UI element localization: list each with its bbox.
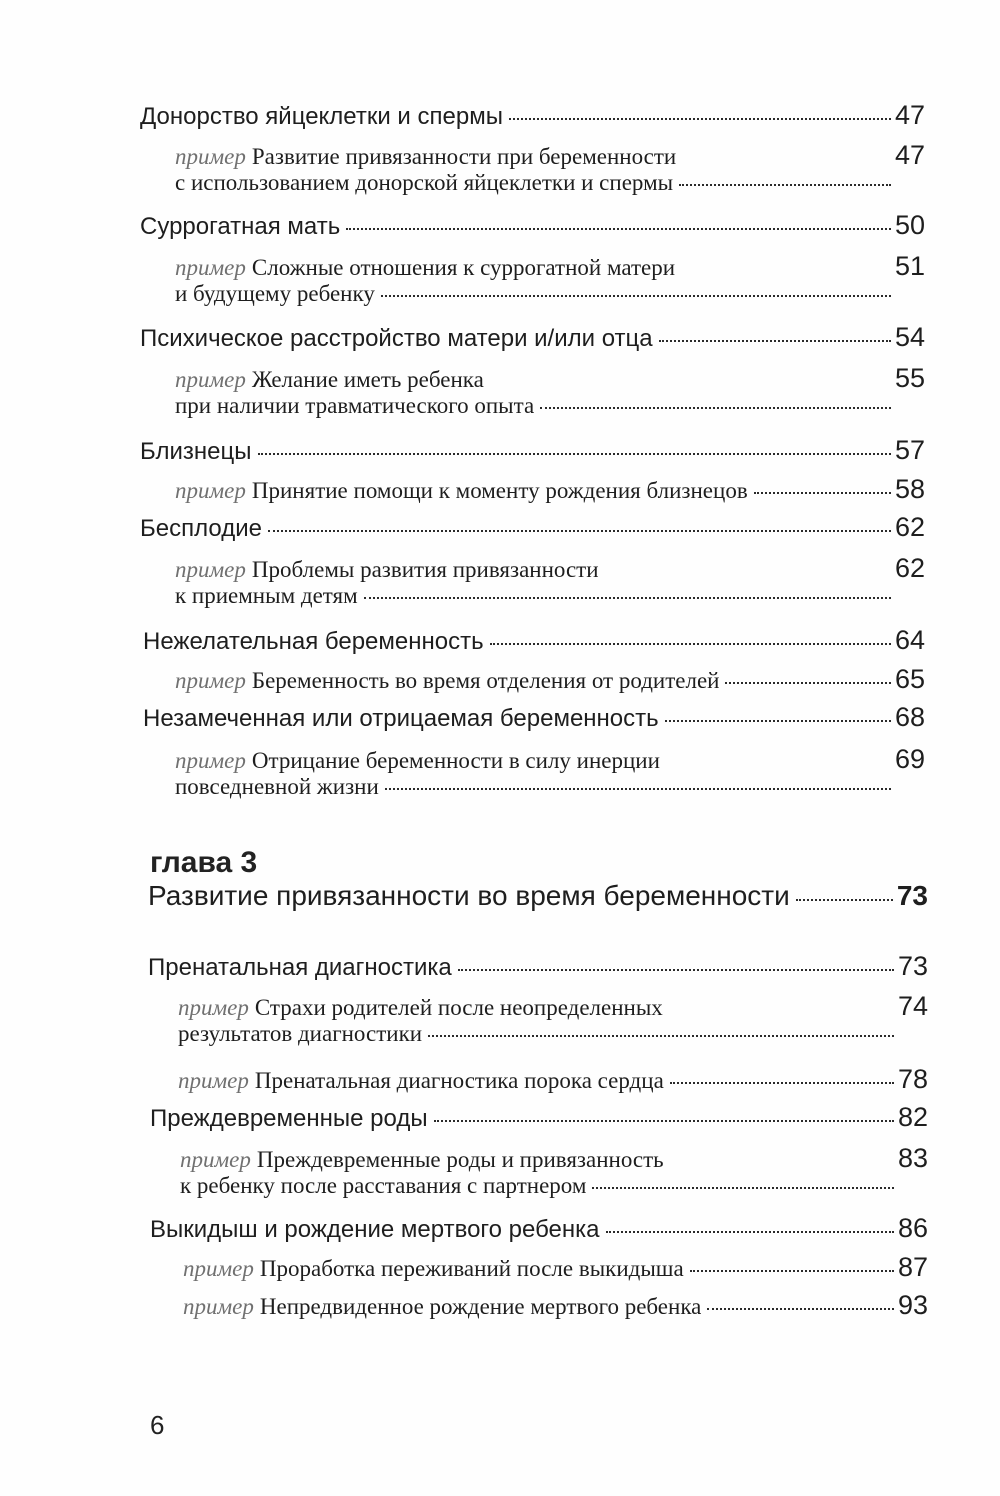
chapter-title: Развитие привязанности во время беременности (148, 880, 790, 911)
example-title-continued: при наличии травматического опыта (175, 393, 535, 418)
dot-leader (670, 1082, 894, 1084)
section-title: Психическое расстройство матери и/или отца (140, 325, 653, 352)
example-title: Страхи родителей после неопределенных (254, 995, 663, 1020)
section-title: Близнецы (140, 438, 252, 465)
example-tag: пример (175, 668, 246, 693)
toc-section (143, 702, 925, 733)
toc-section (150, 1213, 928, 1244)
example-title: Беременность во время отделения от родителей (251, 668, 720, 693)
page-number: 86 (897, 1213, 928, 1243)
dot-leader (385, 788, 891, 790)
toc-example (183, 1290, 928, 1321)
example-title-continued: результатов диагностики (178, 1021, 423, 1046)
dot-leader (434, 1120, 894, 1122)
example-tag: пример (180, 1147, 251, 1172)
dot-leader (690, 1270, 894, 1272)
dot-leader (679, 184, 891, 186)
example-title-continued: к приемным детям (175, 583, 358, 608)
page-number: 82 (897, 1102, 928, 1132)
example-title: Преждевременные роды и привязанность (256, 1147, 664, 1172)
page-number: 55 (894, 363, 925, 393)
section-title: Пренатальная диагностика (148, 954, 452, 981)
chapter-title-row (148, 880, 928, 912)
dot-leader (796, 899, 893, 901)
page-number: 93 (897, 1290, 928, 1320)
example-tag: пример (183, 1294, 254, 1319)
toc-section (143, 625, 925, 656)
page-number: 58 (894, 474, 925, 504)
toc-example (178, 991, 928, 1047)
chapter-label: глава 3 (150, 846, 258, 879)
example-tag: пример (175, 748, 246, 773)
dot-leader (346, 228, 891, 230)
section-title: Выкидыш и рождение мертвого ребенка (150, 1216, 600, 1243)
dot-leader (707, 1308, 894, 1310)
toc-section (140, 512, 925, 543)
example-title: Отрицание беременности в силу инерции (251, 748, 660, 773)
dot-leader (428, 1035, 894, 1037)
toc-section (140, 322, 925, 353)
example-title: Принятие помощи к моменту рождения близнецов (251, 478, 748, 503)
dot-leader (490, 643, 891, 645)
page-number: 57 (894, 435, 925, 465)
page-number: 62 (894, 512, 925, 542)
page-number: 65 (894, 664, 925, 694)
page-number: 78 (897, 1064, 928, 1094)
example-tag: пример (178, 1068, 249, 1093)
dot-leader (509, 118, 891, 120)
dot-leader (725, 682, 890, 684)
page-number: 73 (897, 951, 928, 981)
dot-leader (364, 597, 891, 599)
page-number: 68 (894, 702, 925, 732)
toc-example (180, 1143, 928, 1199)
example-tag: пример (175, 144, 246, 169)
example-tag: пример (183, 1256, 254, 1281)
example-tag: пример (175, 255, 246, 280)
section-title: Нежелательная беременность (143, 628, 484, 655)
toc-section (140, 435, 925, 466)
section-title: Преждевременные роды (150, 1105, 428, 1132)
page-number: 69 (894, 744, 925, 774)
toc-section (140, 210, 925, 241)
page-number: 47 (894, 100, 925, 130)
example-title-continued: с использованием донорской яйцеклетки и спермы (175, 170, 674, 195)
toc-example (175, 664, 925, 695)
example-tag: пример (175, 367, 246, 392)
dot-leader (665, 720, 891, 722)
dot-leader (258, 453, 891, 455)
dot-leader (381, 295, 891, 297)
toc-example (175, 744, 925, 800)
page-number: 62 (894, 553, 925, 583)
toc-example (175, 251, 925, 307)
dot-leader (458, 969, 894, 971)
section-title: Суррогатная мать (140, 213, 341, 240)
toc-section (150, 1102, 928, 1133)
toc-example (175, 474, 925, 505)
section-title: Бесплодие (140, 515, 262, 542)
example-tag: пример (175, 478, 246, 503)
toc-section (140, 100, 925, 131)
example-title-continued: и будущему ребенку (175, 281, 375, 306)
example-title: Проработка переживаний после выкидыша (259, 1256, 684, 1281)
section-title: Донорство яйцеклетки и спермы (140, 103, 503, 130)
example-title: Непредвиденное рождение мертвого ребенка (259, 1294, 702, 1319)
footer-page-number: 6 (150, 1410, 165, 1440)
example-title: Сложные отношения к суррогатной матери (251, 255, 676, 280)
chapter-page-number: 73 (896, 880, 928, 911)
dot-leader (659, 340, 891, 342)
section-title: Незамеченная или отрицаемая беременность (143, 705, 659, 732)
page-number: 51 (894, 251, 925, 281)
dot-leader (268, 530, 891, 532)
example-title: Желание иметь ребенка (251, 367, 484, 392)
example-title: Развитие привязанности при беременности (251, 144, 677, 169)
page-number: 74 (897, 991, 928, 1021)
toc-example (178, 1064, 928, 1095)
page-number: 50 (894, 210, 925, 240)
toc-section (148, 951, 928, 982)
page-number: 54 (894, 322, 925, 352)
page-number: 87 (897, 1252, 928, 1282)
toc-example (175, 553, 925, 609)
toc-example (183, 1252, 928, 1283)
example-title: Пренатальная диагностика порока сердца (254, 1068, 664, 1093)
example-title: Проблемы развития привязанности (251, 557, 599, 582)
dot-leader (592, 1187, 894, 1189)
example-tag: пример (175, 557, 246, 582)
dot-leader (754, 492, 891, 494)
example-title-continued: повседневной жизни (175, 774, 379, 799)
dot-leader (540, 407, 891, 409)
page-number: 83 (897, 1143, 928, 1173)
toc-example (175, 363, 925, 419)
example-tag: пример (178, 995, 249, 1020)
dot-leader (606, 1231, 894, 1233)
toc-example (175, 140, 925, 196)
page-number: 47 (894, 140, 925, 170)
page-number: 64 (894, 625, 925, 655)
example-title-continued: к ребенку после расставания с партнером (180, 1173, 587, 1198)
